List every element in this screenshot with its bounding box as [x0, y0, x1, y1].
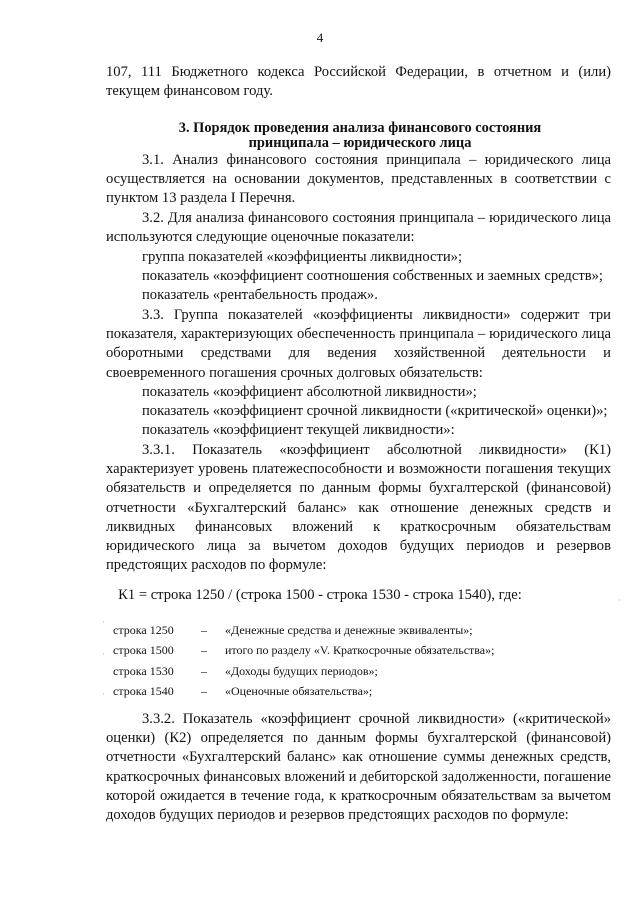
list-item: показатель «коэффициент соотношения собственных и заемных средств»;: [142, 268, 603, 285]
legend-dash: –: [201, 684, 207, 699]
intro-line: текущем финансовом году.: [106, 83, 273, 100]
legend-description: итого по разделу «V. Краткосрочные обязательства»;: [225, 643, 495, 658]
list-item: показатель «коэффициент срочной ликвидности («критической» оценки)»;: [142, 403, 608, 420]
section-heading: 3. Порядок проведения анализа финансового состояния принципала – юридического лица: [178, 120, 542, 151]
paragraph-3-3-1: 3.3.1. Показатель «коэффициент абсолютной ликвидности» (К1) характеризует уровень платежеспособности и возможности погашения текущих обязательств и определяется по данным формы бухгалтерской (финансовой) отчетности «Бухгалтерский баланс» как отношение денежных средств и ликвидных финансовых вложений к краткосрочным обязательствам юридического лица за вычетом доходов будущих периодов и резервов предстоящих расходов по формуле:: [106, 442, 611, 574]
paragraph-3-1: 3.1. Анализ финансового состояния принципала – юридического лица осуществляется на основании документов, представленных в соответствии с пунктом 13 раздела I Перечня.: [106, 152, 611, 207]
intro-line: 107, 111 Бюджетного кодекса Российской Федерации, в отчетном и (или): [106, 64, 611, 80]
list-item: группа показателей «коэффициенты ликвидности»;: [142, 249, 462, 265]
legend-description: «Доходы будущих периодов»;: [225, 663, 378, 678]
list-item: показатель «коэффициент текущей ликвидности»:: [142, 422, 455, 439]
paragraph-3-3-2: 3.3.2. Показатель «коэффициент срочной ликвидности» («критической» оценки) (К2) определяется по данным формы бухгалтерской (финансовой) отчетности «Бухгалтерский баланс» как отношение суммы денежных средств, краткосрочных финансовых вложений и дебиторской задолженности, погашение которой ожидается в течение года, к краткосрочным обязательствам за вычетом доходов будущих периодов и резервов предстоящих расходов по формуле:: [106, 711, 611, 824]
scan-speck: ·: [102, 650, 105, 659]
legend-dash: –: [201, 622, 207, 637]
scan-speck: ·: [102, 690, 105, 699]
legend-description: «Оценочные обязательства»;: [225, 684, 373, 699]
list-3-2: [106, 248, 611, 306]
list-item: показатель «рентабельность продаж».: [142, 287, 378, 304]
legend-code: строка 1500: [113, 643, 174, 658]
scan-speck: ·: [618, 596, 621, 605]
paragraph-3-2: 3.2. Для анализа финансового состояния принципала – юридического лица используются следующие оценочные показатели:: [106, 210, 611, 246]
legend-code: строка 1530: [113, 663, 174, 678]
page-number: 4: [316, 30, 324, 45]
legend-description: «Денежные средства и денежные эквиваленты»;: [225, 622, 473, 637]
legend-dash: –: [201, 643, 207, 658]
legend-row: [113, 661, 593, 682]
legend-row: [113, 641, 593, 662]
legend-row: [113, 682, 593, 703]
formula-legend: [113, 620, 593, 702]
scan-speck: ·: [102, 618, 105, 627]
formula-k1: К1 = строка 1250 / (строка 1500 - строка 1530 - строка 1540), где:: [118, 587, 522, 603]
legend-code: строка 1540: [113, 684, 174, 699]
intro-paragraph: [106, 63, 611, 101]
list-3-3: [106, 383, 611, 441]
legend-dash: –: [201, 663, 207, 678]
legend-code: строка 1250: [113, 622, 174, 637]
paragraph-3-3: 3.3. Группа показателей «коэффициенты ликвидности» содержит три показателя, характеризующих обеспеченность принципала – юридического лица оборотными средствами для ведения хозяйственной деятельности и своевременного погашения срочных долговых обязательств:: [106, 307, 611, 381]
list-item: показатель «коэффициент абсолютной ликвидности»;: [142, 384, 477, 400]
legend-row: [113, 620, 593, 641]
